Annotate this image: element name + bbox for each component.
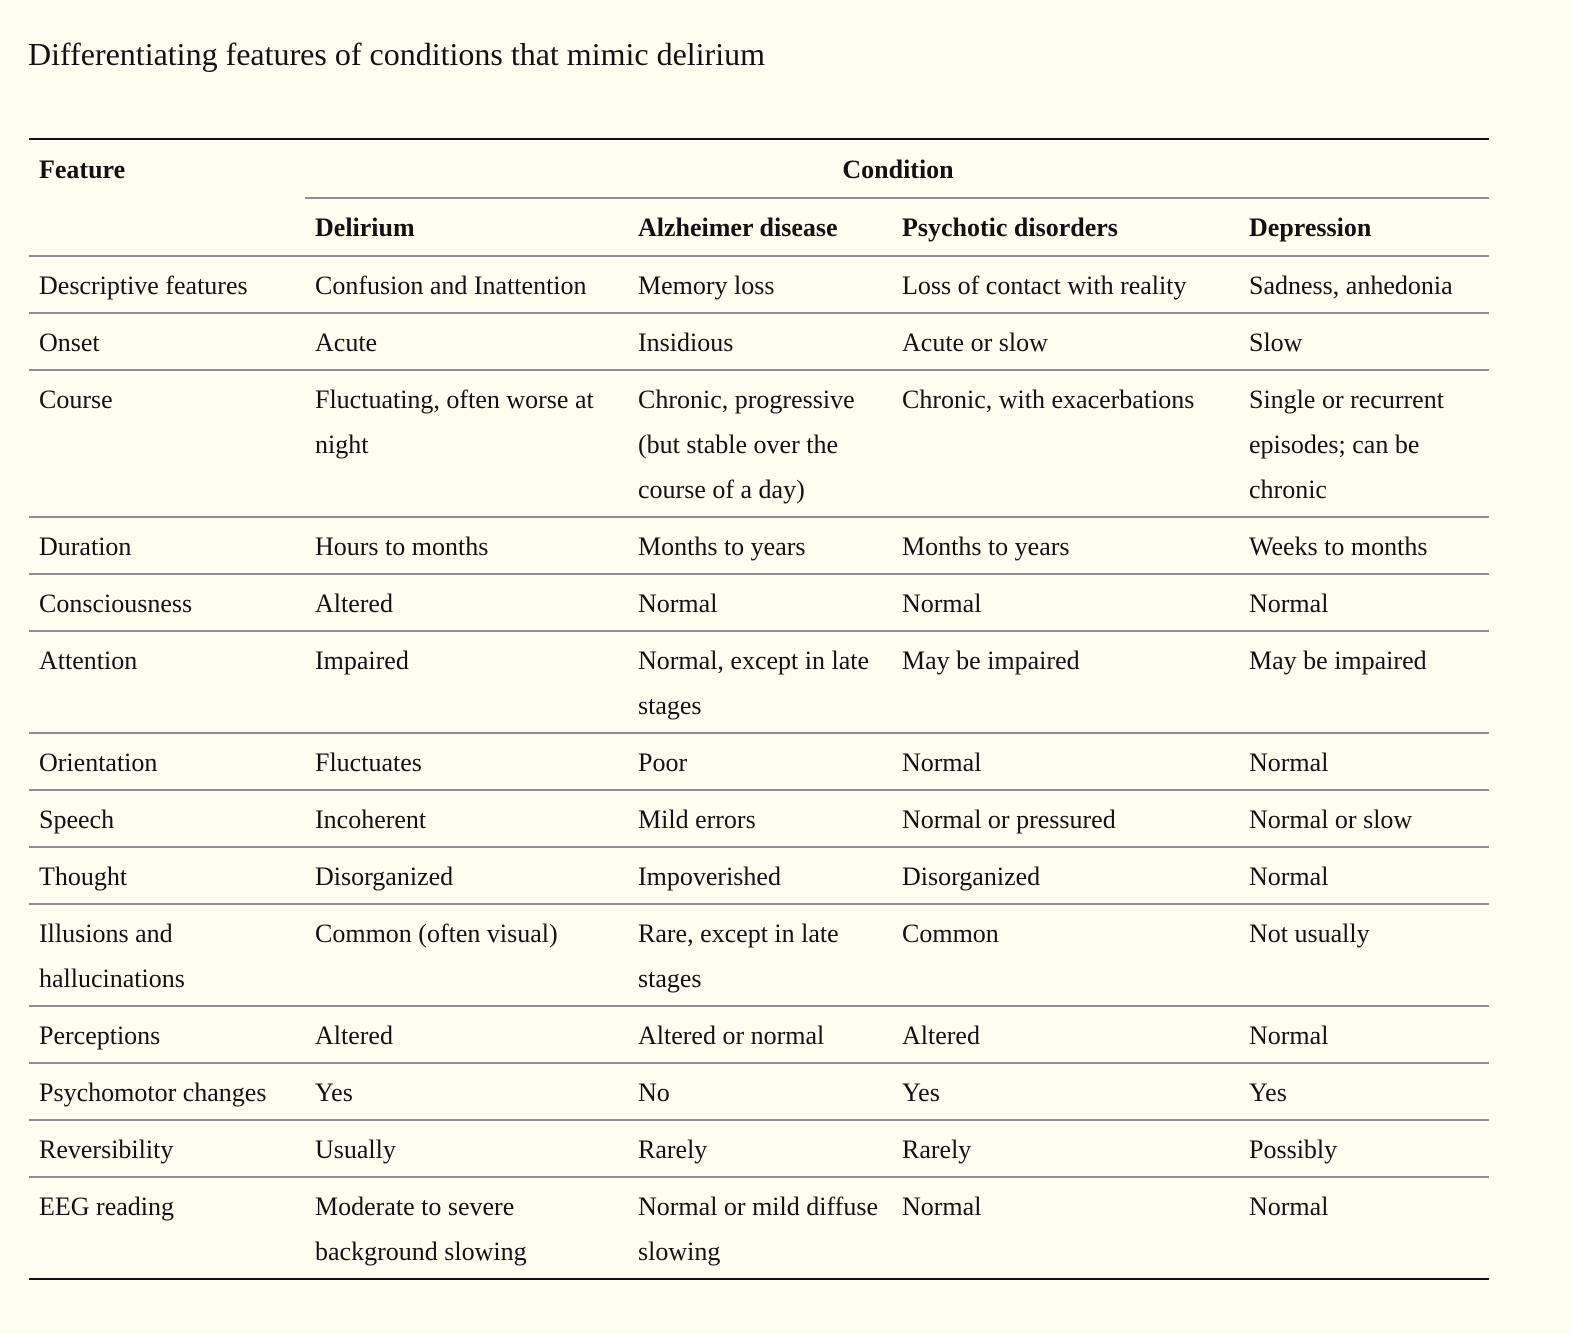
value-cell: Disorganized — [305, 847, 628, 904]
subheader-row — [29, 198, 1489, 256]
value-cell: Disorganized — [892, 847, 1239, 904]
header-row — [29, 139, 1489, 198]
table-row — [29, 847, 1489, 904]
value-cell: Loss of contact with reality — [892, 256, 1239, 313]
value-cell: Yes — [1239, 1063, 1489, 1120]
value-cell: Normal — [1239, 733, 1489, 790]
value-cell: May be impaired — [892, 631, 1239, 733]
value-cell: Insidious — [628, 313, 892, 370]
value-cell: Normal — [1239, 574, 1489, 631]
value-cell: Normal — [1239, 847, 1489, 904]
value-cell: Impaired — [305, 631, 628, 733]
value-cell: Single or recurrent episodes; can be chronic — [1239, 370, 1489, 517]
table-row — [29, 313, 1489, 370]
feature-cell: Orientation — [29, 733, 305, 790]
table-row — [29, 790, 1489, 847]
value-cell: Normal, except in late stages — [628, 631, 892, 733]
table-row — [29, 1006, 1489, 1063]
value-cell: Altered or normal — [628, 1006, 892, 1063]
value-cell: Impoverished — [628, 847, 892, 904]
feature-cell: Descriptive features — [29, 256, 305, 313]
value-cell: Poor — [628, 733, 892, 790]
comparison-table — [29, 138, 1489, 1280]
value-cell: Fluctuating, often worse at night — [305, 370, 628, 517]
value-cell: Altered — [892, 1006, 1239, 1063]
value-cell: Not usually — [1239, 904, 1489, 1006]
value-cell: Possibly — [1239, 1120, 1489, 1177]
feature-cell: Reversibility — [29, 1120, 305, 1177]
table-row — [29, 904, 1489, 1006]
value-cell: Sadness, anhedonia — [1239, 256, 1489, 313]
feature-cell: Course — [29, 370, 305, 517]
feature-cell: Psychomotor changes — [29, 1063, 305, 1120]
table-row — [29, 1120, 1489, 1177]
column-header: Depression — [1239, 198, 1489, 256]
value-cell: Moderate to severe background slowing — [305, 1177, 628, 1279]
feature-cell: EEG reading — [29, 1177, 305, 1279]
table-row — [29, 574, 1489, 631]
table-row — [29, 733, 1489, 790]
value-cell: Months to years — [628, 517, 892, 574]
value-cell: Normal or pressured — [892, 790, 1239, 847]
feature-cell: Speech — [29, 790, 305, 847]
value-cell: Normal — [1239, 1006, 1489, 1063]
column-header: Delirium — [305, 198, 628, 256]
value-cell: Weeks to months — [1239, 517, 1489, 574]
value-cell: Normal — [892, 733, 1239, 790]
feature-cell: Attention — [29, 631, 305, 733]
value-cell: Rarely — [628, 1120, 892, 1177]
condition-header: Condition — [305, 139, 1489, 198]
value-cell: Chronic, with exacerbations — [892, 370, 1239, 517]
feature-header-spacer — [29, 198, 305, 256]
table-row — [29, 256, 1489, 313]
value-cell: Normal or mild diffuse slowing — [628, 1177, 892, 1279]
feature-cell: Duration — [29, 517, 305, 574]
feature-cell: Thought — [29, 847, 305, 904]
feature-cell: Illusions and hallucinations — [29, 904, 305, 1006]
value-cell: Rare, except in late stages — [628, 904, 892, 1006]
table-row — [29, 1177, 1489, 1279]
value-cell: Fluctuates — [305, 733, 628, 790]
value-cell: Yes — [892, 1063, 1239, 1120]
value-cell: Hours to months — [305, 517, 628, 574]
value-cell: Common — [892, 904, 1239, 1006]
feature-cell: Consciousness — [29, 574, 305, 631]
value-cell: Mild errors — [628, 790, 892, 847]
value-cell: Memory loss — [628, 256, 892, 313]
column-header: Psychotic disorders — [892, 198, 1239, 256]
page-title: Differentiating features of conditions that mimic delirium — [28, 36, 765, 72]
feature-cell: Onset — [29, 313, 305, 370]
value-cell: Confusion and Inattention — [305, 256, 628, 313]
value-cell: Rarely — [892, 1120, 1239, 1177]
table-row — [29, 1063, 1489, 1120]
value-cell: Normal — [892, 1177, 1239, 1279]
value-cell: Altered — [305, 1006, 628, 1063]
table-row — [29, 517, 1489, 574]
value-cell: Normal or slow — [1239, 790, 1489, 847]
table-row — [29, 631, 1489, 733]
column-header: Alzheimer disease — [628, 198, 892, 256]
value-cell: Normal — [628, 574, 892, 631]
value-cell: May be impaired — [1239, 631, 1489, 733]
value-cell: Common (often visual) — [305, 904, 628, 1006]
value-cell: Altered — [305, 574, 628, 631]
table-row — [29, 370, 1489, 517]
feature-header: Feature — [29, 139, 305, 198]
value-cell: Usually — [305, 1120, 628, 1177]
value-cell: Months to years — [892, 517, 1239, 574]
feature-cell: Perceptions — [29, 1006, 305, 1063]
value-cell: Acute — [305, 313, 628, 370]
value-cell: Slow — [1239, 313, 1489, 370]
table-body — [29, 256, 1489, 1279]
value-cell: Normal — [892, 574, 1239, 631]
value-cell: Chronic, progressive (but stable over the course of a day) — [628, 370, 892, 517]
value-cell: Normal — [1239, 1177, 1489, 1279]
value-cell: Yes — [305, 1063, 628, 1120]
value-cell: Incoherent — [305, 790, 628, 847]
value-cell: No — [628, 1063, 892, 1120]
value-cell: Acute or slow — [892, 313, 1239, 370]
